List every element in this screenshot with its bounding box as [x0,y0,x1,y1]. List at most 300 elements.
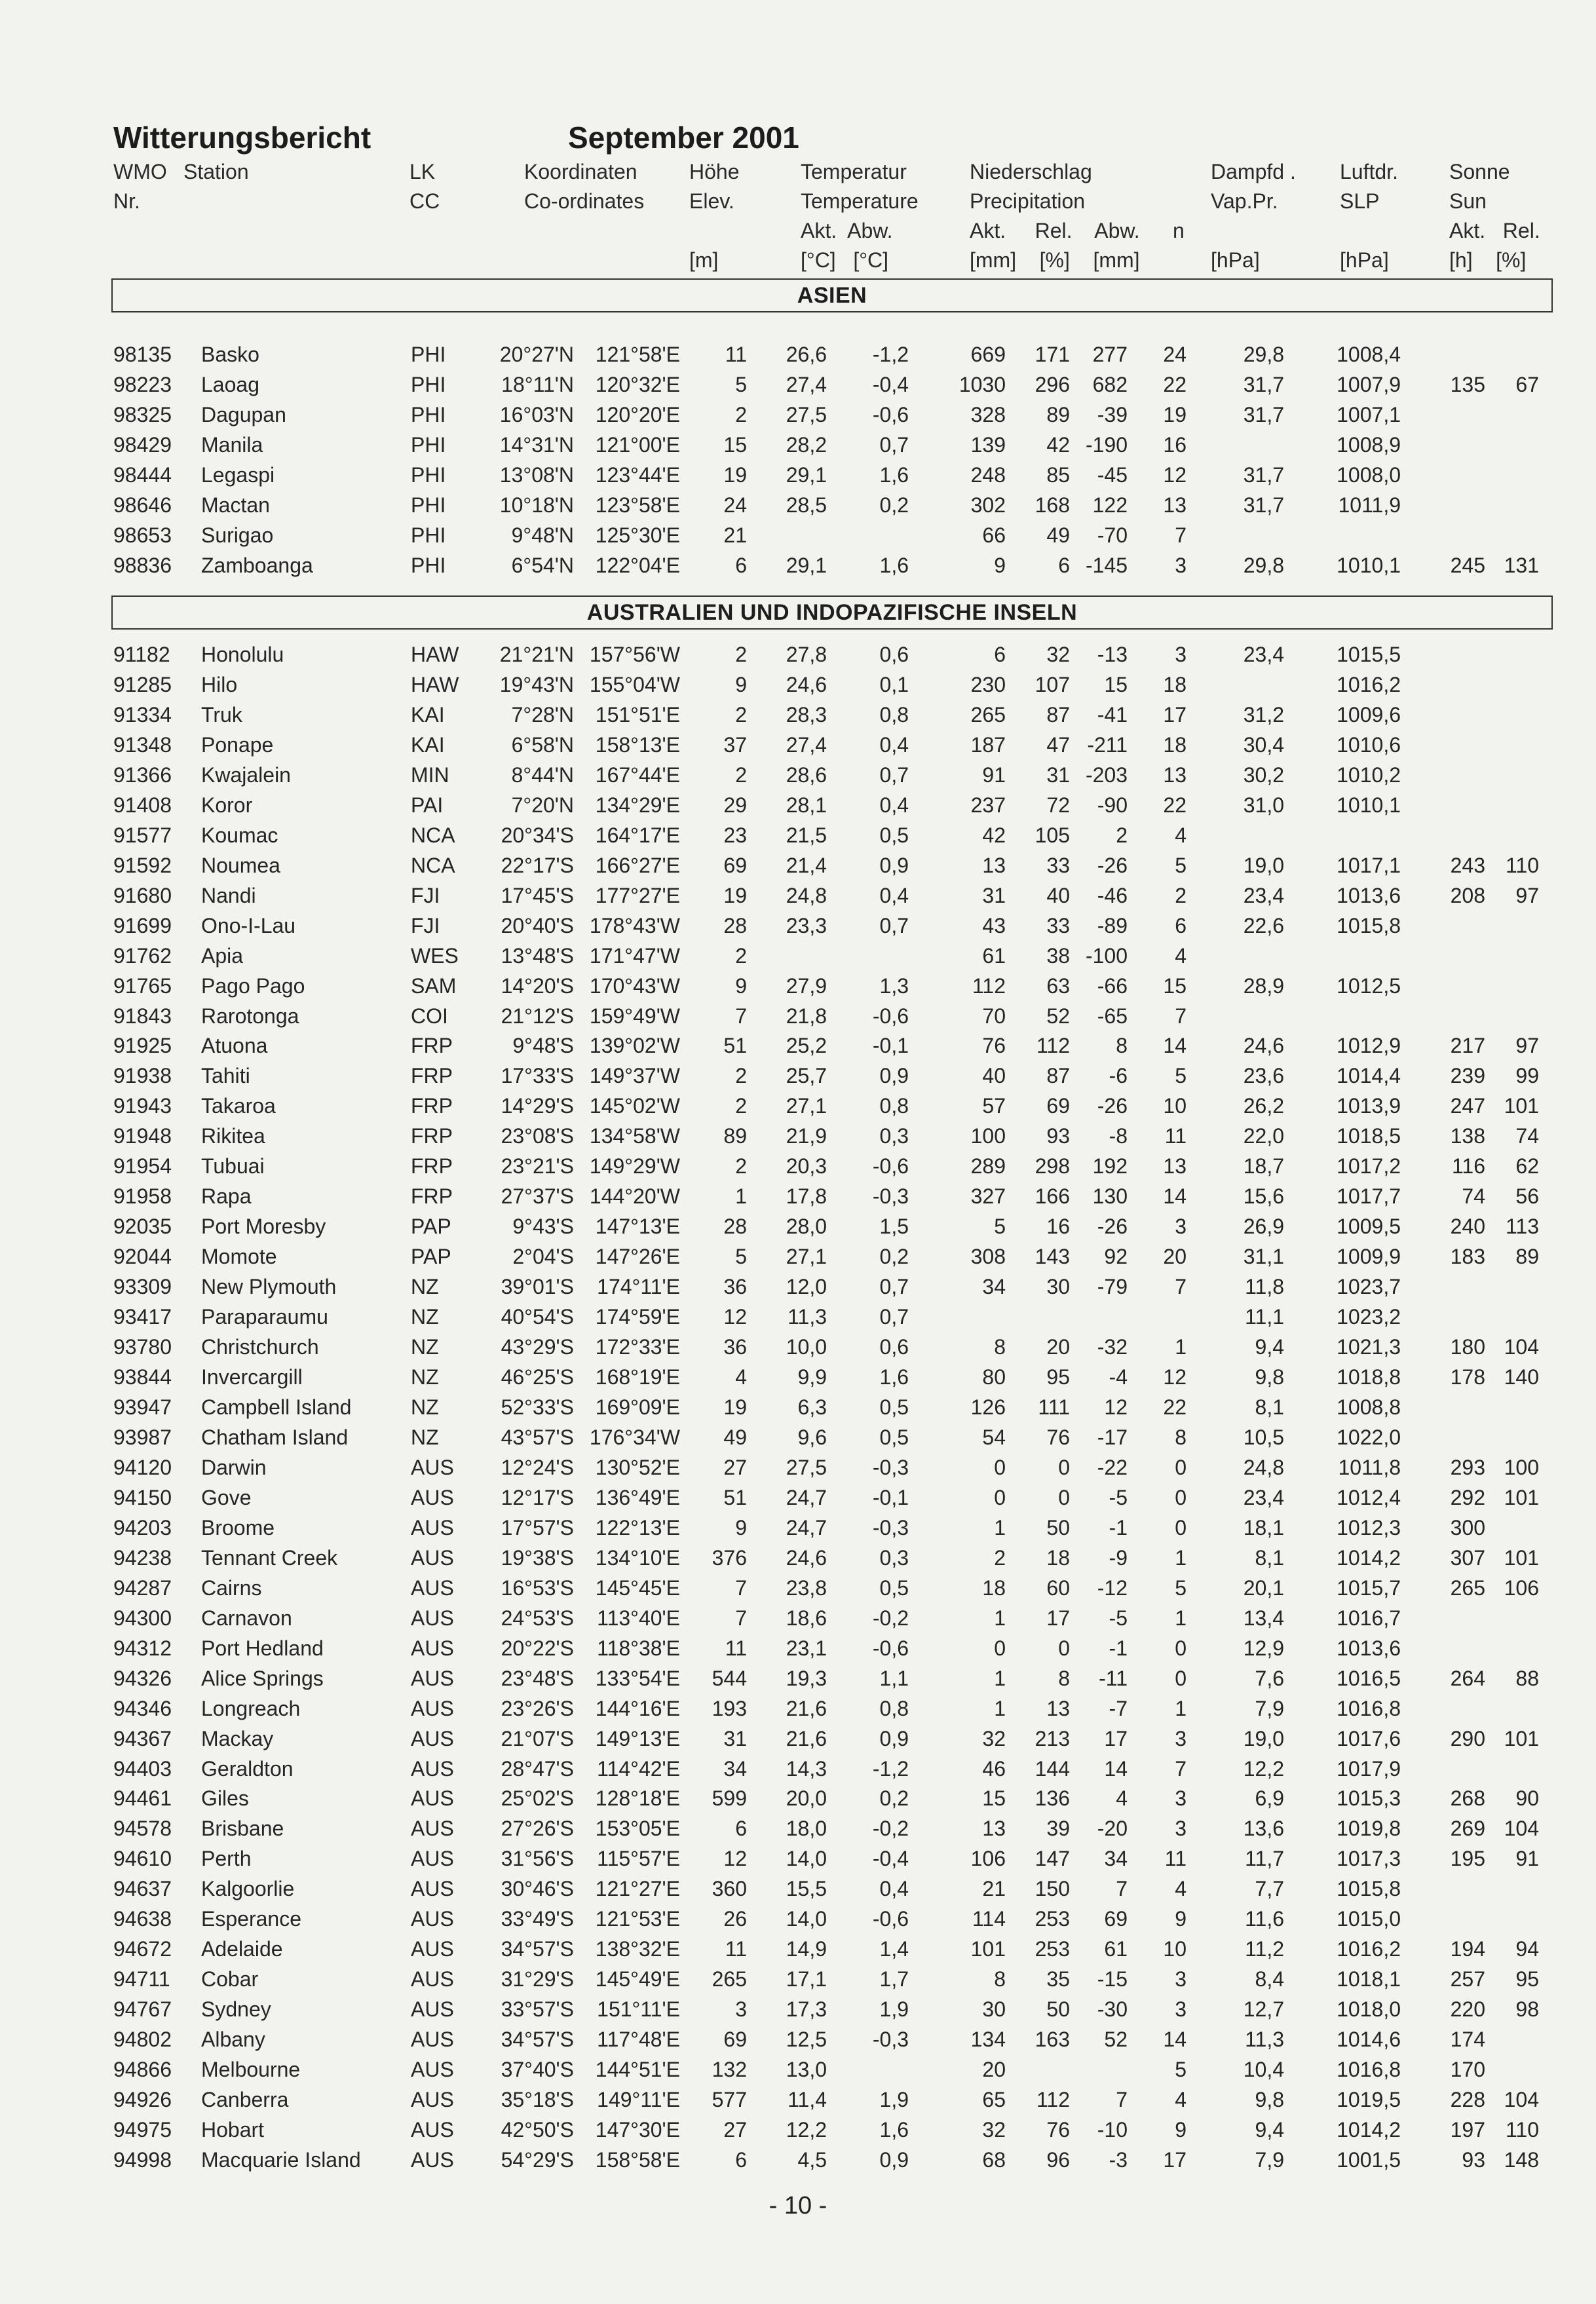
vapour-pressure: 23,4 [1243,1486,1284,1509]
precip-relative: 253 [1035,1907,1070,1931]
sun-hours: 239 [1450,1064,1485,1087]
sun-hours: 243 [1450,854,1485,877]
sun-hours: 174 [1450,2028,1485,2051]
latitude: 33°57'S [501,1997,574,2021]
latitude: 14°31'N [499,433,574,457]
temp-actual: 21,5 [786,823,827,847]
country-code: NCA [411,823,455,847]
country-code: AUS [411,1967,454,1991]
temp-actual: 18,6 [786,1606,827,1630]
column-header-sun: Akt. Rel. [1449,219,1540,242]
sun-hours: 240 [1450,1215,1485,1238]
vapour-pressure: 23,6 [1243,1064,1284,1087]
temp-actual: 25,7 [786,1064,827,1087]
precip-actual: 1030 [959,373,1006,396]
precip-actual: 669 [970,343,1006,366]
precip-deviation: -3 [1109,2148,1128,2172]
sun-relative: 74 [1515,1124,1539,1148]
latitude: 46°25'S [501,1365,574,1389]
elevation: 9 [735,673,747,696]
longitude: 144°51'E [595,2058,680,2081]
temp-deviation: -0,4 [872,373,909,396]
sun-hours: 180 [1450,1335,1485,1359]
latitude: 42°50'S [501,2118,574,2142]
precip-actual: 100 [970,1124,1006,1148]
country-code: WES [411,944,459,968]
temp-actual: 14,9 [786,1937,827,1961]
table-row [0,1633,1596,1663]
precip-actual: 76 [982,1034,1006,1057]
precip-relative: 16 [1046,1215,1070,1238]
precip-relative: 87 [1046,1064,1070,1087]
latitude: 19°38'S [501,1546,574,1570]
precip-deviation: -39 [1097,403,1128,426]
precip-days: 0 [1175,1486,1187,1509]
station-name: Tubuai [201,1154,265,1178]
precip-days: 17 [1163,703,1187,727]
temp-deviation: 0,3 [879,1546,909,1570]
column-header-vap: Dampfd . [1211,160,1296,183]
wmo-number: 91592 [113,854,172,877]
vapour-pressure: 22,6 [1243,914,1284,937]
section-header [111,595,1553,630]
table-row [0,1422,1596,1452]
precip-actual: 126 [970,1395,1006,1419]
longitude: 167°44'E [595,763,680,787]
sea-level-pressure: 1013,6 [1337,884,1401,907]
table-row [0,639,1596,670]
sun-relative: 62 [1515,1154,1539,1178]
wmo-number: 94578 [113,1817,172,1840]
temp-actual: 14,0 [786,1907,827,1931]
table-row [0,369,1596,400]
table-row [0,1061,1596,1091]
sea-level-pressure: 1017,3 [1337,1847,1401,1870]
table-row [0,1724,1596,1754]
longitude: 158°58'E [595,2148,680,2172]
wmo-number: 93780 [113,1335,172,1359]
longitude: 121°58'E [595,343,680,366]
station-name: Port Hedland [201,1636,324,1660]
sea-level-pressure: 1018,8 [1337,1365,1401,1389]
station-name: Laoag [201,373,259,396]
table-row [0,1874,1596,1904]
table-row [0,460,1596,490]
precip-deviation: -65 [1097,1004,1128,1028]
latitude: 9°48'S [512,1034,574,1057]
latitude: 31°29'S [501,1967,574,1991]
temp-actual: 27,1 [786,1094,827,1118]
wmo-number: 94711 [113,1967,170,1991]
longitude: 136°49'E [595,1486,680,1509]
wmo-number: 94287 [113,1576,172,1600]
sun-hours: 195 [1450,1847,1485,1870]
elevation: 2 [735,403,747,426]
country-code: PHI [411,493,446,517]
precip-actual: 34 [982,1275,1006,1298]
wmo-number: 91954 [113,1154,172,1178]
precip-deviation: 2 [1116,823,1128,847]
table-row [0,760,1596,790]
station-name: Ono-I-Lau [201,914,296,937]
sea-level-pressure: 1008,9 [1337,433,1401,457]
longitude: 144°16'E [595,1697,680,1720]
column-header-slp: SLP [1340,189,1380,213]
country-code: AUS [411,2058,454,2081]
elevation: 21 [723,523,747,547]
vapour-pressure: 10,5 [1243,1426,1284,1449]
precip-relative: 253 [1035,1937,1070,1961]
temp-deviation: 0,9 [879,1727,909,1750]
temp-deviation: -0,2 [872,1817,909,1840]
precip-relative: 31 [1046,763,1070,787]
station-name: Honolulu [201,643,284,666]
wmo-number: 91843 [113,1004,172,1028]
elevation: 544 [712,1667,747,1690]
precip-days: 9 [1175,2118,1187,2142]
wmo-number: 94367 [113,1727,172,1750]
sea-level-pressure: 1008,0 [1337,463,1401,487]
latitude: 25°02'S [501,1786,574,1810]
elevation: 5 [735,1245,747,1268]
precip-actual: 327 [970,1184,1006,1208]
longitude: 172°33'E [595,1335,680,1359]
precip-days: 8 [1175,1426,1187,1449]
country-code: AUS [411,1997,454,2021]
sea-level-pressure: 1010,6 [1337,733,1401,757]
elevation: 7 [735,1606,747,1630]
country-code: AUS [411,1546,454,1570]
sea-level-pressure: 1008,8 [1337,1395,1401,1419]
wmo-number: 91334 [113,703,172,727]
precip-relative: 296 [1035,373,1070,396]
precip-actual: 54 [982,1426,1006,1449]
longitude: 122°13'E [595,1516,680,1539]
temp-deviation: 0,7 [879,763,909,787]
vapour-pressure: 29,8 [1243,554,1284,577]
temp-deviation: 1,6 [879,1365,909,1389]
vapour-pressure: 7,7 [1255,1877,1284,1900]
precip-deviation: -9 [1109,1546,1128,1570]
temp-actual: 14,3 [786,1757,827,1781]
elevation: 599 [712,1786,747,1810]
temp-actual: 25,2 [786,1034,827,1057]
elevation: 11 [725,1937,747,1961]
wmo-number: 94120 [113,1456,172,1479]
precip-days: 13 [1163,763,1187,787]
station-name: Longreach [201,1697,301,1720]
elevation: 69 [723,2028,747,2051]
column-header-coords: Co-ordinates [524,189,645,213]
precip-days: 5 [1175,2058,1187,2081]
latitude: 7°28'N [511,703,574,727]
longitude: 159°49'W [589,1004,680,1028]
temp-deviation: 0,8 [879,1094,909,1118]
sea-level-pressure: 1019,8 [1337,1817,1401,1840]
precip-actual: 237 [970,793,1006,817]
temp-deviation: -1,2 [872,1757,909,1781]
latitude: 16°03'N [499,403,574,426]
wmo-number: 94203 [113,1516,172,1539]
precip-days: 12 [1163,463,1187,487]
wmo-number: 94926 [113,2088,172,2111]
sea-level-pressure: 1001,5 [1337,2148,1401,2172]
precip-days: 0 [1175,1667,1187,1690]
temp-deviation: 0,4 [879,884,909,907]
longitude: 170°43'W [589,974,680,998]
sea-level-pressure: 1011,9 [1338,493,1401,517]
precip-relative: 33 [1046,854,1070,877]
sea-level-pressure: 1016,5 [1337,1667,1401,1690]
temp-actual: 28,6 [786,763,827,787]
vapour-pressure: 13,6 [1243,1817,1284,1840]
latitude: 19°43'N [499,673,574,696]
elevation: 2 [735,763,747,787]
precip-deviation: -4 [1109,1365,1128,1389]
precip-relative: 13 [1046,1697,1070,1720]
latitude: 18°11'N [501,373,574,396]
precip-relative: 63 [1046,974,1070,998]
sea-level-pressure: 1015,7 [1337,1576,1401,1600]
table-row [0,2085,1596,2115]
country-code: KAI [411,733,445,757]
vapour-pressure: 12,7 [1243,1997,1284,2021]
elevation: 6 [735,554,747,577]
wmo-number: 91943 [113,1094,172,1118]
precip-deviation: -145 [1085,554,1128,577]
station-name: Koror [201,793,253,817]
country-code: AUS [411,1667,454,1690]
section-title: AUSTRALIEN UND INDOPAZIFISCHE INSELN [586,599,1078,625]
sun-hours: 245 [1450,554,1485,577]
wmo-number: 93844 [113,1365,172,1389]
sun-relative: 89 [1515,1245,1539,1268]
precip-deviation: 130 [1092,1184,1128,1208]
temp-actual: 15,5 [786,1877,827,1900]
sun-hours: 170 [1450,2058,1485,2081]
table-row [0,2024,1596,2054]
sea-level-pressure: 1013,6 [1337,1636,1401,1660]
sea-level-pressure: 1015,5 [1337,643,1401,666]
country-code: FRP [411,1184,453,1208]
station-name: Perth [201,1847,252,1870]
temp-deviation: 1,1 [879,1667,909,1690]
precip-deviation: 682 [1092,373,1128,396]
sea-level-pressure: 1012,9 [1337,1034,1401,1057]
vapour-pressure: 30,4 [1243,733,1284,757]
wmo-number: 94326 [113,1667,172,1690]
temp-deviation: 0,6 [879,643,909,666]
table-row [0,550,1596,580]
latitude: 31°56'S [501,1847,574,1870]
elevation: 23 [723,823,747,847]
elevation: 51 [723,1034,747,1057]
table-row [0,490,1596,520]
temp-deviation: 0,5 [879,1395,909,1419]
column-header-temp: Akt. Abw. [801,219,893,242]
latitude: 9°43'S [512,1215,574,1238]
precip-days: 4 [1175,1877,1187,1900]
elevation: 19 [723,1395,747,1419]
precip-actual: 101 [970,1937,1006,1961]
precip-actual: 187 [970,733,1006,757]
vapour-pressure: 6,9 [1255,1786,1284,1810]
precip-relative: 40 [1046,884,1070,907]
elevation: 265 [712,1967,747,1991]
wmo-number: 98444 [113,463,172,487]
latitude: 17°57'S [501,1516,574,1539]
column-header-lk: LK [409,160,436,183]
sun-hours: 138 [1450,1124,1485,1148]
elevation: 34 [723,1757,747,1781]
wmo-number: 98646 [113,493,172,517]
country-code: AUS [411,1877,454,1900]
column-header-elev: Höhe [689,160,740,183]
precip-deviation: -90 [1097,793,1128,817]
precip-days: 6 [1175,914,1187,937]
country-code: AUS [411,2118,454,2142]
latitude: 12°17'S [501,1486,574,1509]
wmo-number: 98223 [113,373,172,396]
station-name: Dagupan [201,403,286,426]
station-name: Paraparaumu [201,1305,328,1329]
precip-deviation: -6 [1109,1064,1128,1087]
longitude: 151°51'E [595,703,680,727]
country-code: AUS [411,1456,454,1479]
temp-deviation: 0,5 [879,823,909,847]
sea-level-pressure: 1017,6 [1337,1727,1401,1750]
temp-deviation: -0,6 [872,1907,909,1931]
station-name: Tennant Creek [201,1546,338,1570]
table-row [0,700,1596,730]
precip-deviation: -30 [1097,1997,1128,2021]
station-name: Surigao [201,523,274,547]
country-code: FRP [411,1154,453,1178]
column-header-vap: Vap.Pr. [1211,189,1278,213]
report-title: Witterungsbericht [113,121,371,155]
wmo-number: 91699 [113,914,172,937]
wmo-number: 94150 [113,1486,172,1509]
temp-deviation: 0,2 [879,1786,909,1810]
precip-actual: 42 [982,823,1006,847]
precip-actual: 32 [982,2118,1006,2142]
sun-hours: 269 [1450,1817,1485,1840]
wmo-number: 91765 [113,974,172,998]
precip-relative: 17 [1046,1606,1070,1630]
column-header-station: Station [183,160,249,183]
longitude: 125°30'E [595,523,680,547]
sun-hours: 217 [1450,1034,1485,1057]
latitude: 14°20'S [501,974,574,998]
precip-relative: 60 [1046,1576,1070,1600]
precip-relative: 72 [1046,793,1070,817]
longitude: 123°58'E [595,493,680,517]
sun-hours: 300 [1450,1516,1485,1539]
sea-level-pressure: 1021,3 [1337,1335,1401,1359]
temp-deviation: -0,3 [872,1184,909,1208]
precip-relative: 147 [1035,1847,1070,1870]
vapour-pressure: 9,8 [1255,1365,1284,1389]
precip-actual: 57 [982,1094,1006,1118]
latitude: 20°40'S [501,914,574,937]
wmo-number: 93987 [113,1426,172,1449]
latitude: 52°33'S [501,1395,574,1419]
precip-actual: 112 [972,974,1006,998]
temp-deviation: 0,4 [879,733,909,757]
sea-level-pressure: 1009,6 [1337,703,1401,727]
wmo-number: 91925 [113,1034,172,1057]
station-name: Albany [201,2028,265,2051]
temp-deviation: 0,3 [879,1124,909,1148]
temp-deviation: 0,8 [879,703,909,727]
vapour-pressure: 24,6 [1243,1034,1284,1057]
station-name: Hobart [201,2118,265,2142]
longitude: 134°58'W [589,1124,680,1148]
temp-deviation: 1,9 [879,1997,909,2021]
station-name: Apia [201,944,244,968]
sea-level-pressure: 1018,0 [1337,1997,1401,2021]
temp-deviation: 1,6 [879,554,909,577]
precip-days: 10 [1163,1937,1187,1961]
vapour-pressure: 9,8 [1255,2088,1284,2111]
precip-relative: 107 [1035,673,1070,696]
table-row [0,790,1596,820]
sea-level-pressure: 1016,2 [1337,1937,1401,1961]
precip-relative: 166 [1035,1184,1070,1208]
elevation: 31 [723,1727,747,1750]
precip-days: 18 [1163,733,1187,757]
latitude: 23°21'S [501,1154,574,1178]
elevation: 28 [723,914,747,937]
precip-actual: 46 [982,1757,1006,1781]
precip-days: 22 [1163,1395,1187,1419]
precip-relative: 30 [1046,1275,1070,1298]
table-row [0,911,1596,941]
country-code: FRP [411,1064,453,1087]
sun-relative: 131 [1504,554,1539,577]
precip-actual: 21 [982,1877,1006,1900]
wmo-number: 94767 [113,1997,172,2021]
temp-deviation: 0,6 [879,1335,909,1359]
temp-deviation: 1,5 [879,1215,909,1238]
elevation: 49 [723,1426,747,1449]
latitude: 14°29'S [501,1094,574,1118]
elevation: 3 [735,1997,747,2021]
precip-actual: 0 [994,1486,1006,1509]
country-code: AUS [411,1516,454,1539]
sea-level-pressure: 1018,1 [1337,1967,1401,1991]
vapour-pressure: 11,6 [1245,1907,1284,1931]
sun-relative: 104 [1504,1817,1539,1840]
vapour-pressure: 11,1 [1245,1305,1284,1329]
table-row [0,1513,1596,1543]
temp-actual: 9,9 [797,1365,827,1389]
station-name: Campbell Island [201,1395,352,1419]
sun-relative: 148 [1504,2148,1539,2172]
table-row [0,1783,1596,1813]
elevation: 193 [712,1697,747,1720]
elevation: 2 [735,643,747,666]
sun-relative: 140 [1504,1365,1539,1389]
precip-actual: 230 [970,673,1006,696]
elevation: 7 [735,1576,747,1600]
temp-actual: 17,8 [786,1184,827,1208]
temp-actual: 27,4 [786,733,827,757]
vapour-pressure: 26,9 [1243,1215,1284,1238]
column-header-vap: [hPa] [1211,248,1260,272]
table-row [0,2115,1596,2145]
temp-actual: 27,8 [786,643,827,666]
